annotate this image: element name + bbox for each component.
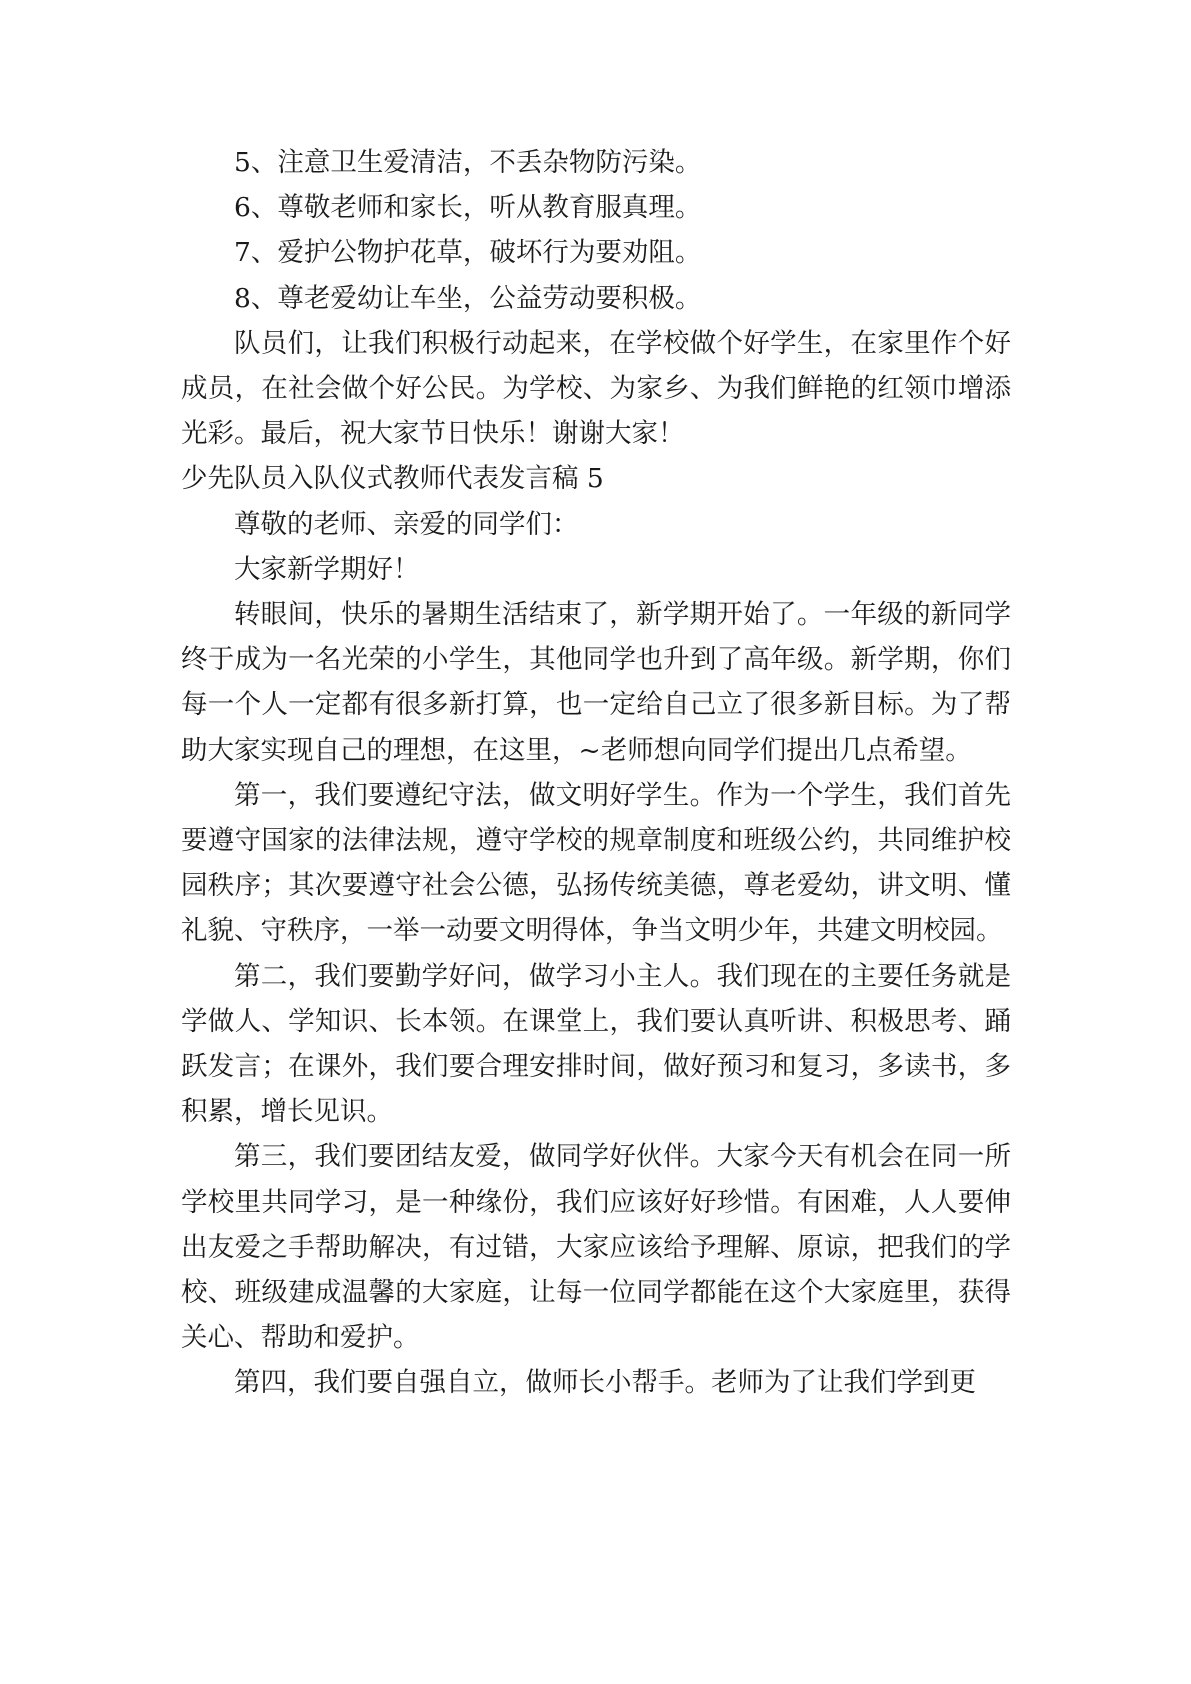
salutation: 尊敬的老师、亲爱的同学们： — [234, 508, 579, 540]
body-paragraph-third: 第三，我们要团结友爱，做同学好伙伴。大家今天有机会在同一所学校里共同学习，是一种缘份，我们应该好好珍惜。有困难，人人要伸出友爱之手帮助解决，有过错，大家应该给予理解、原谅，把我们的学校、班级建成温馨的大家庭，让每一位同学都能在这个大家庭里，获得关心、帮助和爱护。 — [181, 1141, 1011, 1354]
closing-paragraph: 队员们，让我们积极行动起来，在学校做个好学生，在家里作个好成员，在社会做个好公民。为学校、为家乡、为我们鲜艳的红领巾增添光彩。最后，祝大家节日快乐！谢谢大家！ — [181, 327, 1011, 450]
document-page — [181, 140, 1011, 1406]
list-item-5: 5、注意卫生爱清洁，不丢杂物防污染。 — [234, 147, 702, 178]
body-paragraph-fourth: 第四，我们要自强自立，做师长小帮手。老师为了让我们学到更 — [234, 1367, 976, 1399]
body-paragraph-intro: 转眼间，快乐的暑期生活结束了，新学期开始了。一年级的新同学终于成为一名光荣的小学生，其他同学也升到了高年级。新学期，你们每一个人一定都有很多新打算，也一定给自己立了很多新目标。为了帮助大家实现自己的理想，在这里，~老师想向同学们提出几点希望。 — [181, 599, 1011, 766]
greeting: 大家新学期好！ — [234, 553, 420, 585]
body-paragraph-second: 第二，我们要勤学好问，做学习小主人。我们现在的主要任务就是学做人、学知识、长本领。在课堂上，我们要认真听讲、积极思考、踊跃发言；在课外，我们要合理安排时间，做好预习和复习，多读书，多积累，增长见识。 — [181, 960, 1011, 1128]
body-paragraph-first: 第一，我们要遵纪守法，做文明好学生。作为一个学生，我们首先要遵守国家的法律法规，遵守学校的规章制度和班级公约，共同维护校园秩序；其次要遵守社会公德，弘扬传统美德，尊老爱幼，讲文明、懂礼貌、守秩序，一举一动要文明得体，争当文明少年，共建文明校园。 — [181, 779, 1011, 947]
list-item-6: 6、尊敬老师和家长，听从教育服真理。 — [234, 192, 702, 224]
list-item-7: 7、爱护公物护花草，破坏行为要劝阻。 — [234, 237, 702, 269]
section-title: 少先队员入队仪式教师代表发言稿 5 — [181, 463, 604, 495]
list-item-8: 8、尊老爱幼让车坐，公益劳动要积极。 — [234, 282, 702, 314]
